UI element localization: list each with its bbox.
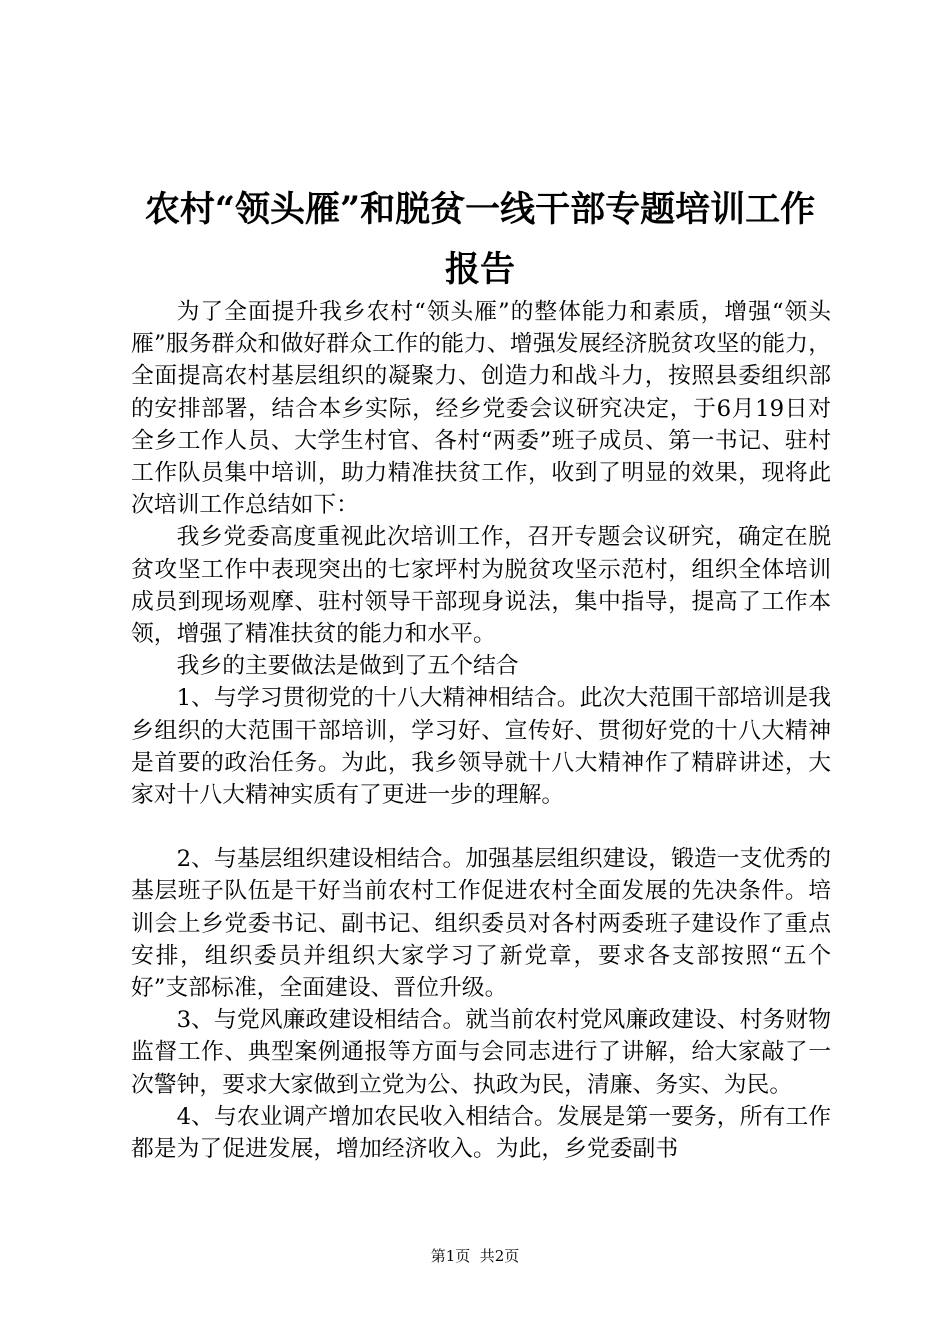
paragraph-party-committee: 我乡党委高度重视此次培训工作，召开专题会议研究，确定在脱贫攻坚工作中表现突出的七家坪村为脱贫攻坚示范村，组织全体培训成员到现场观摩、驻村领导干部现身说法，集中指导，提高了工作本领，增强了精准扶贫的能力和水平。 — [131, 524, 831, 648]
paragraph-item-2: 2、与基层组织建设相结合。加强基层组织建设，锻造一支优秀的基层班子队伍是干好当前农村工作促进农村全面发展的先决条件。培训会上乡党委书记、副书记、组织委员对各村两委班子建设作了重点安排，组织委员并组织大家学习了新党章，要求各支部按照“五个好”支部标准，全面建设、晋位升级。 — [131, 846, 831, 1002]
paragraph-item-3: 3、与党风廉政建设相结合。就当前农村党风廉政建设、村务财物监督工作、典型案例通报等方面与会同志进行了讲解，给大家敲了一次警钟，要求大家做到立党为公、执政为民，清廉、务实、为民。 — [131, 1007, 831, 1098]
document-body — [131, 296, 831, 1165]
page-footer — [0, 1246, 950, 1266]
paragraph-item-1: 1、与学习贯彻党的十八大精神相结合。此次大范围干部培训是我乡组织的大范围干部培训，学习好、宣传好、贯彻好党的十八大精神是首要的政治任务。为此，我乡领导就十八大精神作了精辟讲述，大家对十八大精神实质有了更进一步的理解。 — [131, 685, 831, 809]
paragraph-five-combinations: 我乡的主要做法是做到了五个结合 — [176, 653, 519, 680]
document-title-line-2: 报告 — [444, 249, 515, 290]
document-title-line-1: 农村“领头雁”和脱贫一线干部专题培训工作 — [144, 189, 816, 230]
page-number: 第1页 共2页 — [430, 1247, 520, 1265]
paragraph-item-4: 4、与农业调产增加农民收入相结合。发展是第一要务，所有工作都是为了促进发展，增加经济收入。为此，乡党委副书 — [131, 1103, 831, 1163]
paragraph-intro: 为了全面提升我乡农村“领头雁”的整体能力和素质，增强“领头雁”服务群众和做好群众工作的能力、增强发展经济脱贫攻坚的能力，全面提高农村基层组织的凝聚力、创造力和战斗力，按照县委组织部的安排部署，结合本乡实际，经乡党委会议研究决定，于6月19日对全乡工作人员、大学生村官、各村“两委”班子成员、第一书记、驻村工作队员集中培训，助力精准扶贫工作，收到了明显的效果，现将此次培训工作总结如下： — [131, 299, 831, 519]
